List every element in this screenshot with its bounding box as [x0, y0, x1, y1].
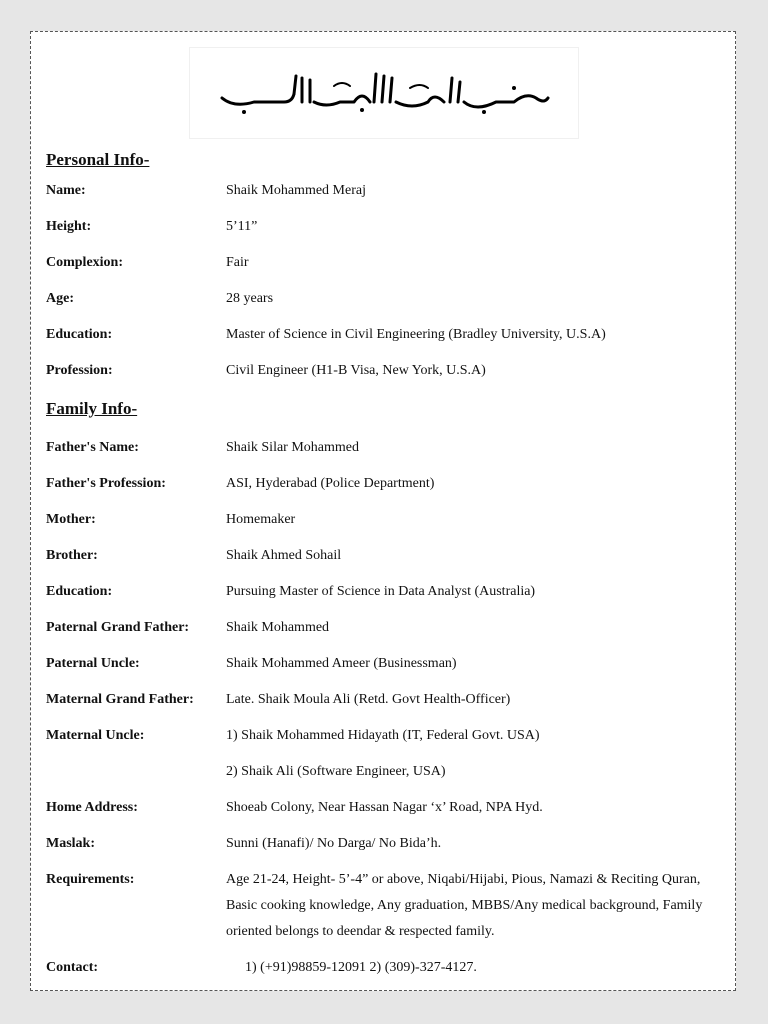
contact-numbers: 1) (+91)98859-12091 2) (309)-327-4127.	[245, 960, 477, 975]
field-label: Maternal Grand Father:	[46, 692, 194, 707]
field-label: Education:	[46, 584, 113, 599]
bismillah-calligraphy-icon	[214, 68, 554, 118]
biodata-page	[30, 31, 736, 991]
field-value: Shoeab Colony, Near Hassan Nagar ‘x’ Road, NPA Hyd.	[226, 800, 543, 815]
field-value: Shaik Silar Mohammed	[226, 440, 359, 455]
field-label: Paternal Grand Father:	[46, 620, 190, 635]
field-label: Education:	[46, 327, 113, 342]
field-label: Requirements:	[46, 872, 135, 887]
field-label: Profession:	[46, 363, 113, 378]
bismillah-calligraphy	[189, 47, 579, 139]
field-value: Age 21-24, Height- 5’-4” or above, Niqabi/Hijabi, Pious, Namazi & Reciting Quran, Basic cooking knowledge, Any graduation, MBBS/Any medical background, Family oriented belongs to deendar & respected family.	[226, 872, 703, 939]
field-label: Contact:	[46, 960, 99, 975]
personal-info-heading: Personal Info-	[46, 150, 150, 169]
field-label: Age:	[46, 291, 74, 306]
field-label: Father's Name:	[46, 440, 139, 455]
field-label: Home Address:	[46, 800, 138, 815]
field-value: 1) Shaik Mohammed Hidayath (IT, Federal Govt. USA)	[226, 728, 540, 743]
field-label: Name:	[46, 183, 86, 198]
field-label: Brother:	[46, 548, 98, 563]
field-value: Shaik Mohammed Meraj	[226, 183, 366, 198]
field-value: 5’11”	[226, 219, 258, 234]
field-value: Shaik Ahmed Sohail	[226, 548, 342, 563]
field-value: Late. Shaik Moula Ali (Retd. Govt Health-Officer)	[226, 692, 511, 707]
family-info-heading: Family Info-	[46, 399, 138, 418]
field-value: Master of Science in Civil Engineering (Bradley University, U.S.A)	[226, 327, 606, 342]
field-value: 2) Shaik Ali (Software Engineer, USA)	[226, 764, 446, 779]
field-label: Paternal Uncle:	[46, 656, 140, 671]
field-label: Complexion:	[46, 255, 123, 270]
field-value: ASI, Hyderabad (Police Department)	[226, 476, 435, 491]
field-value: 28 years	[226, 291, 274, 306]
field-label: Father's Profession:	[46, 476, 166, 491]
field-label: Maslak:	[46, 836, 95, 851]
field-value: Pursuing Master of Science in Data Analyst (Australia)	[226, 584, 536, 599]
field-value: Fair	[226, 255, 249, 270]
field-label: Mother:	[46, 512, 96, 527]
field-value: Civil Engineer (H1-B Visa, New York, U.S.A)	[226, 363, 486, 378]
field-value: Shaik Mohammed	[226, 620, 330, 635]
field-label: Maternal Uncle:	[46, 728, 145, 743]
field-value: Sunni (Hanafi)/ No Darga/ No Bida’h.	[226, 836, 442, 851]
field-label: Height:	[46, 219, 92, 234]
field-value: Homemaker	[226, 512, 296, 527]
field-value: Shaik Mohammed Ameer (Businessman)	[226, 656, 457, 671]
